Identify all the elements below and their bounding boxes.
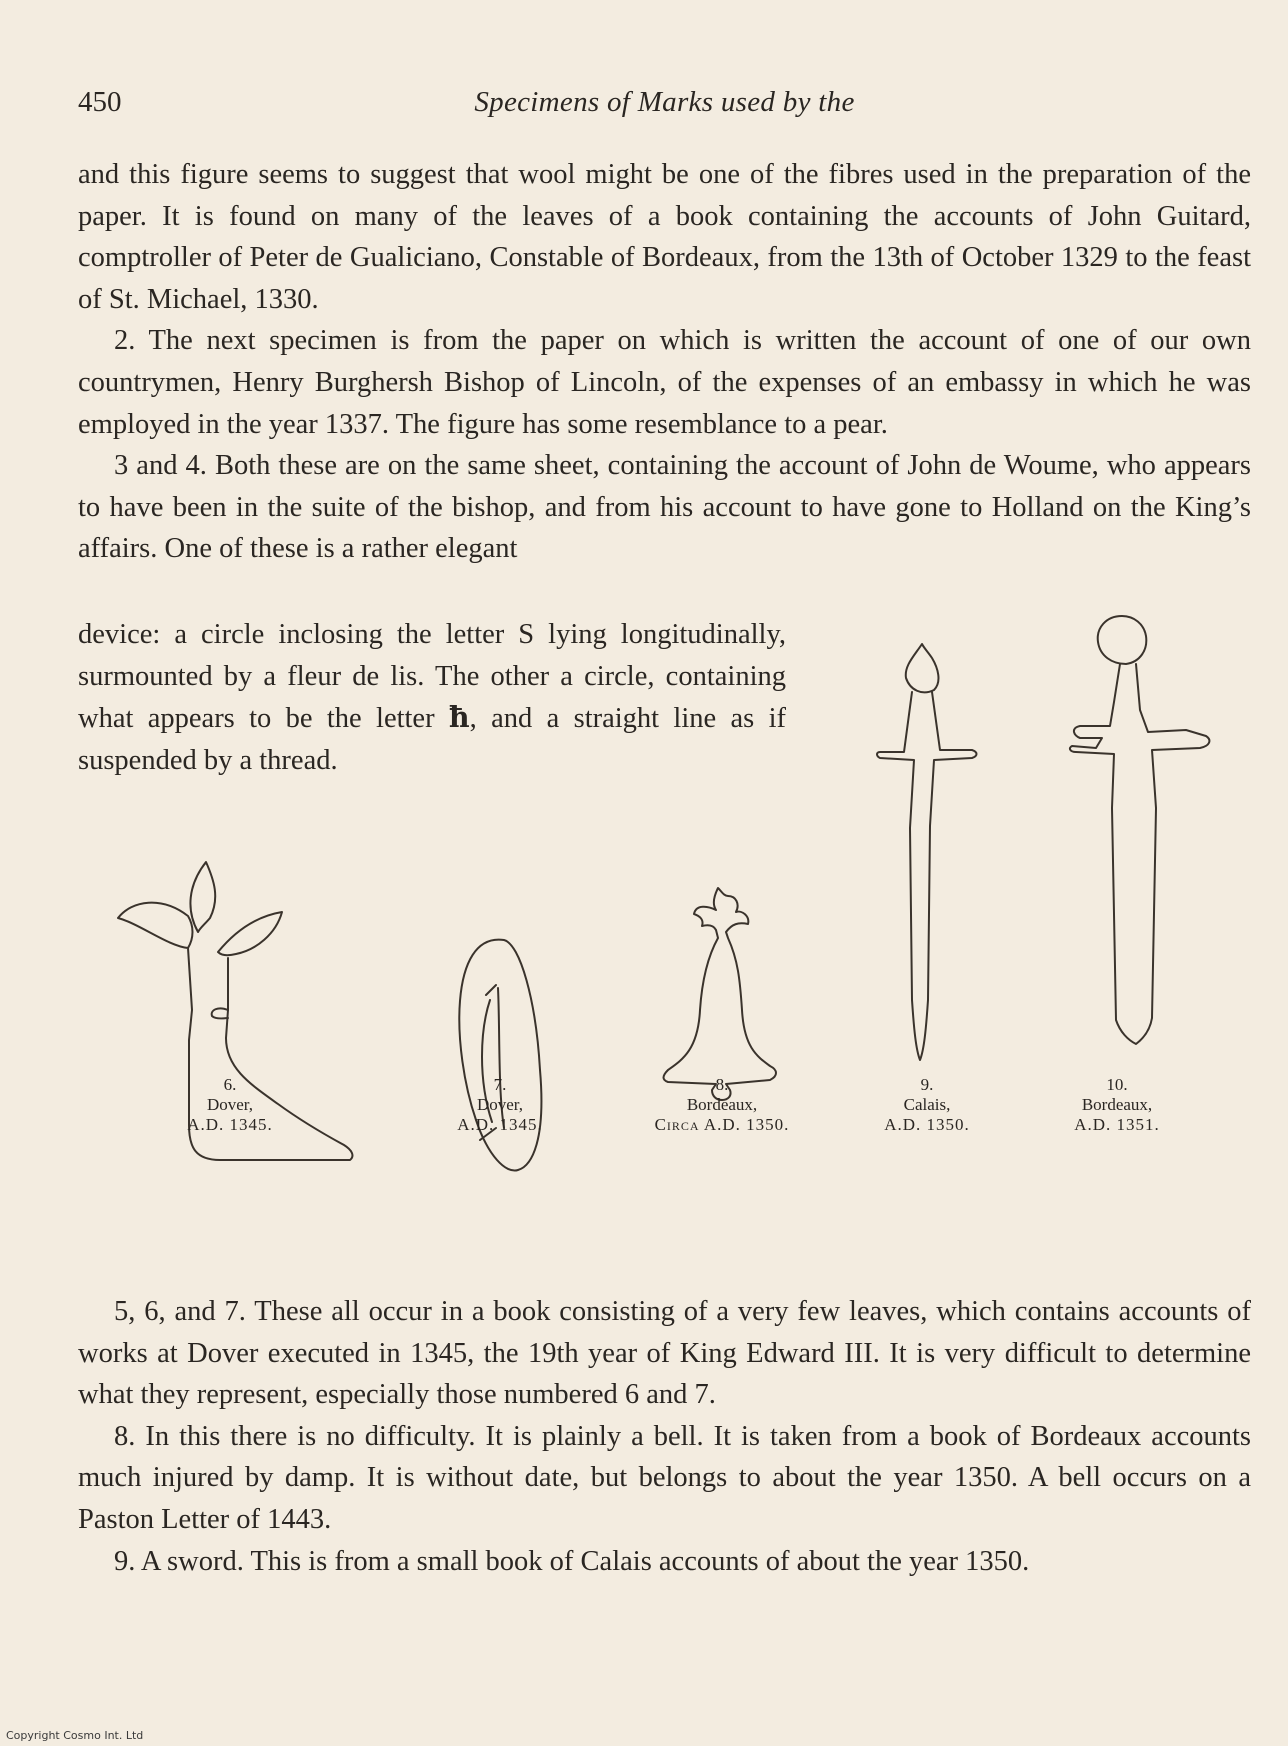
narrow-text-part: , and a straight line as if suspended by a thread.: [78, 703, 786, 776]
figure-9-caption: [827, 1075, 1027, 1135]
figure-number: 8.: [715, 1075, 729, 1094]
page-header: [78, 86, 1251, 126]
figure-number: 9.: [920, 1075, 934, 1094]
figure-8-mark: [664, 888, 777, 1100]
figure-date: Circa A.D. 1350.: [654, 1115, 790, 1134]
body-text-bottom: [78, 1291, 1251, 1582]
figure-place: Dover,: [206, 1095, 254, 1114]
page-number: 450: [78, 86, 122, 118]
figure-number: 6.: [223, 1075, 237, 1094]
figure-place: Calais,: [903, 1095, 951, 1114]
figure-10-caption: [1017, 1075, 1217, 1135]
figure-10-mark: [1070, 616, 1209, 1044]
copyright-notice: Copyright Cosmo Int. Ltd: [6, 1729, 144, 1742]
paragraph: 5, 6, and 7. These all occur in a book consisting of a very few leaves, which contains accounts of works at Dover executed in 1345, the 19th year of King Edward III. It is very difficult to determine what they represent, especially those numbered 6 and 7.: [78, 1296, 1251, 1411]
figure-place: Bordeaux,: [1081, 1095, 1153, 1114]
figure-9-mark: [877, 644, 977, 1060]
figure-place: Dover,: [476, 1095, 524, 1114]
narrow-text-part: device: a circle inclosing the letter S lying longitudinally, surmounted by a fleur de lis. The other a circle, containing what appears to be the letter: [78, 619, 786, 735]
body-text-top: [78, 154, 1251, 570]
blackletter-letter: ħ: [448, 700, 470, 735]
figure-date: A.D. 1351.: [1074, 1115, 1160, 1134]
paragraph: 9. A sword. This is from a small book of Calais accounts of about the year 1350.: [114, 1545, 1030, 1577]
figures-drawing: [0, 600, 1288, 1260]
paragraph: 2. The next specimen is from the paper on which is written the account of one of our own countrymen, Henry Burghersh Bishop of Lincoln, of the expenses of an embassy in which he was employed in the year 1337. The figure has some resemblance to a pear.: [78, 325, 1251, 440]
paragraph: and this figure seems to suggest that wool might be one of the fibres used in the preparation of the paper. It is found on many of the leaves of a book containing the accounts of John Guitard, comptroller of Peter de Gualiciano, Constable of Bordeaux, from the 13th of October 1329 to the feast of St. Michael, 1330.: [78, 159, 1251, 315]
figure-place: Bordeaux,: [686, 1095, 758, 1114]
watermark-figures: [0, 600, 1288, 1260]
figure-6-caption: [130, 1075, 330, 1135]
figure-date: A.D. 1345.: [187, 1115, 273, 1134]
figure-date: A.D. 1350.: [884, 1115, 970, 1134]
paragraph: 8. In this there is no difficulty. It is plainly a bell. It is taken from a book of Bordeaux accounts much injured by damp. It is without date, but belongs to about the year 1350. A bell occurs on a Paston Letter of 1443.: [78, 1420, 1251, 1535]
figure-7-mark: [459, 940, 541, 1171]
figure-date: A.D. 1345.: [457, 1115, 543, 1134]
running-title: Specimens of Marks used by the: [474, 86, 855, 118]
paragraph: 3 and 4. Both these are on the same sheet, containing the account of John de Woume, who appears to have been in the suite of the bishop, and from his account to have gone to Holland on the King’s affairs. One of these is a rather elegant: [78, 450, 1251, 565]
figure-8-caption: [622, 1075, 822, 1135]
figure-number: 10.: [1106, 1075, 1128, 1094]
figure-number: 7.: [493, 1075, 507, 1094]
figure-7-caption: [400, 1075, 600, 1135]
